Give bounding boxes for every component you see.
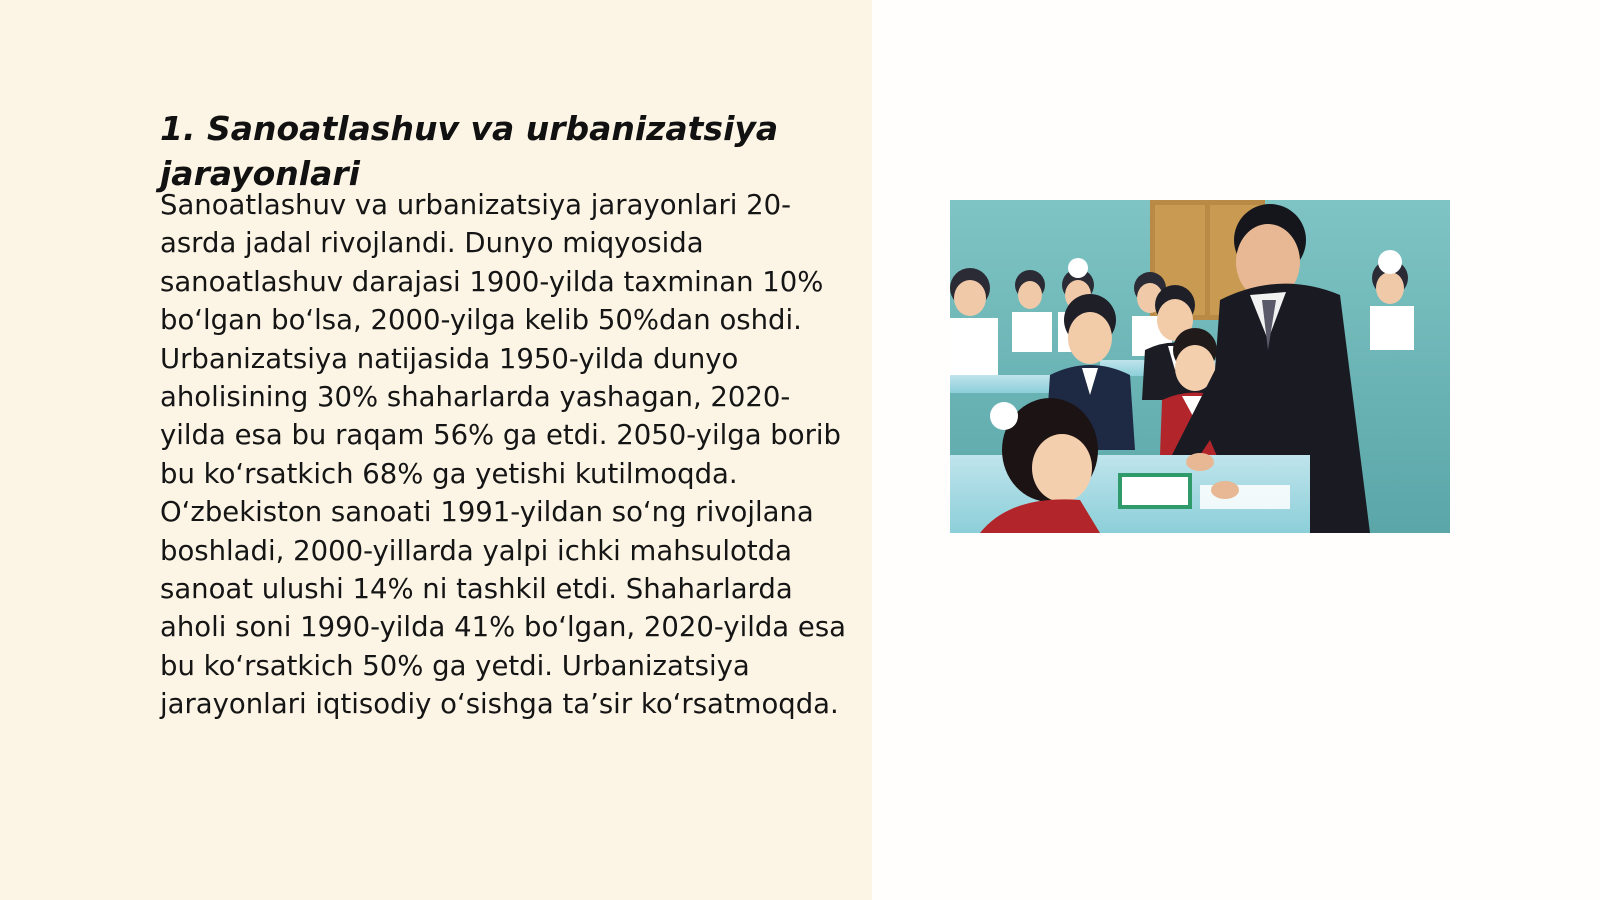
classroom-photo bbox=[950, 200, 1450, 533]
slide-title: 1. Sanoatlashuv va urbanizatsiya jarayonlari bbox=[160, 109, 779, 193]
slide-body-text: Sanoatlashuv va urbanizatsiya jarayonlari 20-asrda jadal rivojlandi. Dunyo miqyosida sanoatlashuv darajasi 1900-yilda taxminan 10% bo‘lgan bo‘lsa, 2000-yilga kelib 50%dan oshdi. Urbanizatsiya natijasida 1950-yilda dunyo aholisining 30% shaharlarda yashagan, 2020-yilda esa bu raqam 56% ga etdi. 2050-yilga borib bu ko‘rsatkich 68% ga yetishi kutilmoqda. O‘zbekiston sanoati 1991-yildan so‘ng rivojlana boshladi, 2000-yillarda yalpi ichki mahsulotda sanoat ulushi 14% ni tashkil etdi. Shaharlarda aholi soni 1990-yilda 41% bo‘lgan, 2020-yilda esa bu ko‘rsatkich 50% ga yetdi. Urbanizatsiya jarayonlari iqtisodiy o‘sishga ta’sir ko‘rsatmoqda. bbox=[160, 189, 846, 721]
classroom-photo-illustration bbox=[950, 200, 1450, 533]
